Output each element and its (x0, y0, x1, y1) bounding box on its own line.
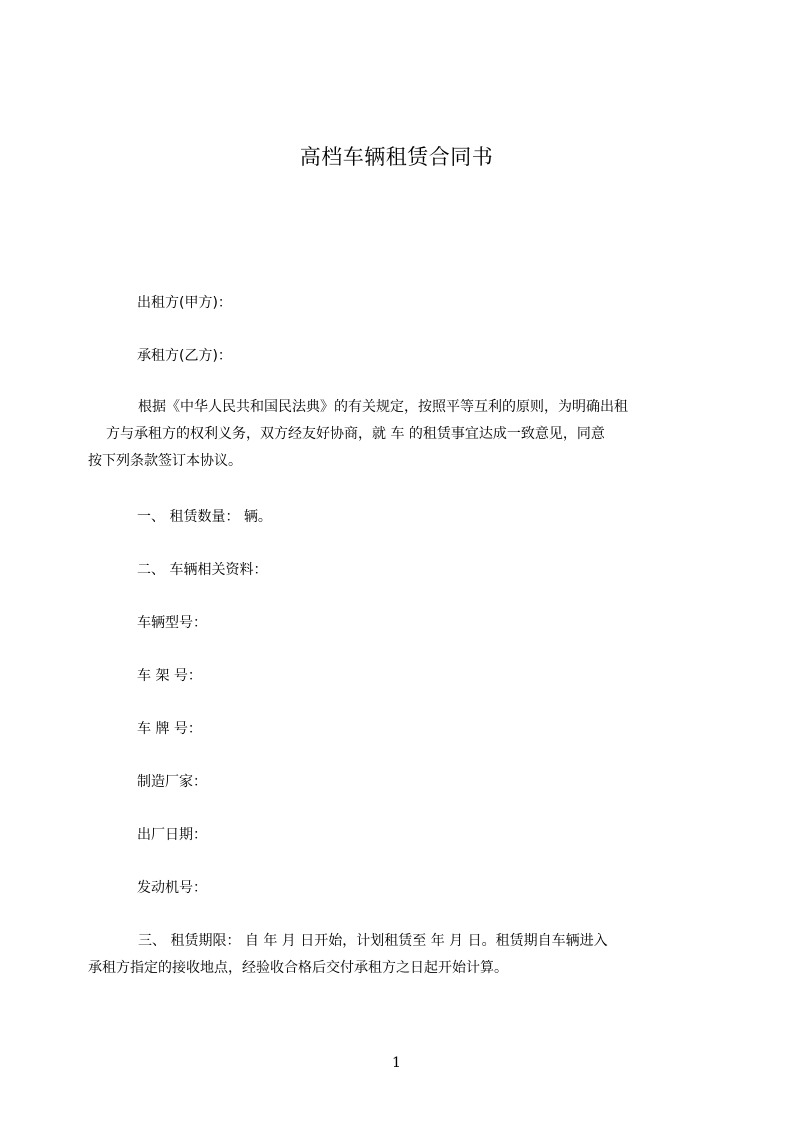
field-manufacturer: 制造厂家： (137, 774, 207, 790)
clause-1-quantity: 一、 租赁数量： 辆。 (137, 509, 272, 525)
intro-line-3: 按下列条款签订本协议。 (88, 453, 242, 469)
clause-3-line-2: 承租方指定的接收地点，经验收合格后交付承租方之日起开始计算。 (88, 960, 508, 976)
field-plate-number: 车 牌 号： (137, 721, 202, 737)
intro-line-2: 方与承租方的权利义务，双方经友好协商，就 车 的租赁事宜达成一致意见，同意 (106, 426, 605, 442)
clause-3-lease-term (88, 928, 708, 982)
lessee-label: 承租方(乙方)： (137, 348, 232, 364)
lessor-label: 出租方(甲方)： (137, 295, 232, 311)
intro-paragraph (88, 394, 708, 475)
page-number: 1 (392, 1055, 401, 1071)
clause-2-vehicle-info: 二、 车辆相关资料： (137, 562, 268, 578)
field-engine-number: 发动机号： (137, 880, 207, 896)
clause-3-line-1: 三、 租赁期限： 自 年 月 日开始，计划租赁至 年 月 日。租赁期自车辆进入 (138, 933, 608, 949)
field-frame-number: 车 架 号： (137, 668, 202, 684)
field-production-date: 出厂日期： (137, 827, 207, 843)
field-vehicle-model: 车辆型号： (137, 615, 207, 631)
intro-line-1: 根据《中华人民共和国民法典》的有关规定，按照平等互利的原则，为明确出租 (138, 399, 628, 415)
document-title: 高档车辆租赁合同书 (299, 145, 494, 169)
